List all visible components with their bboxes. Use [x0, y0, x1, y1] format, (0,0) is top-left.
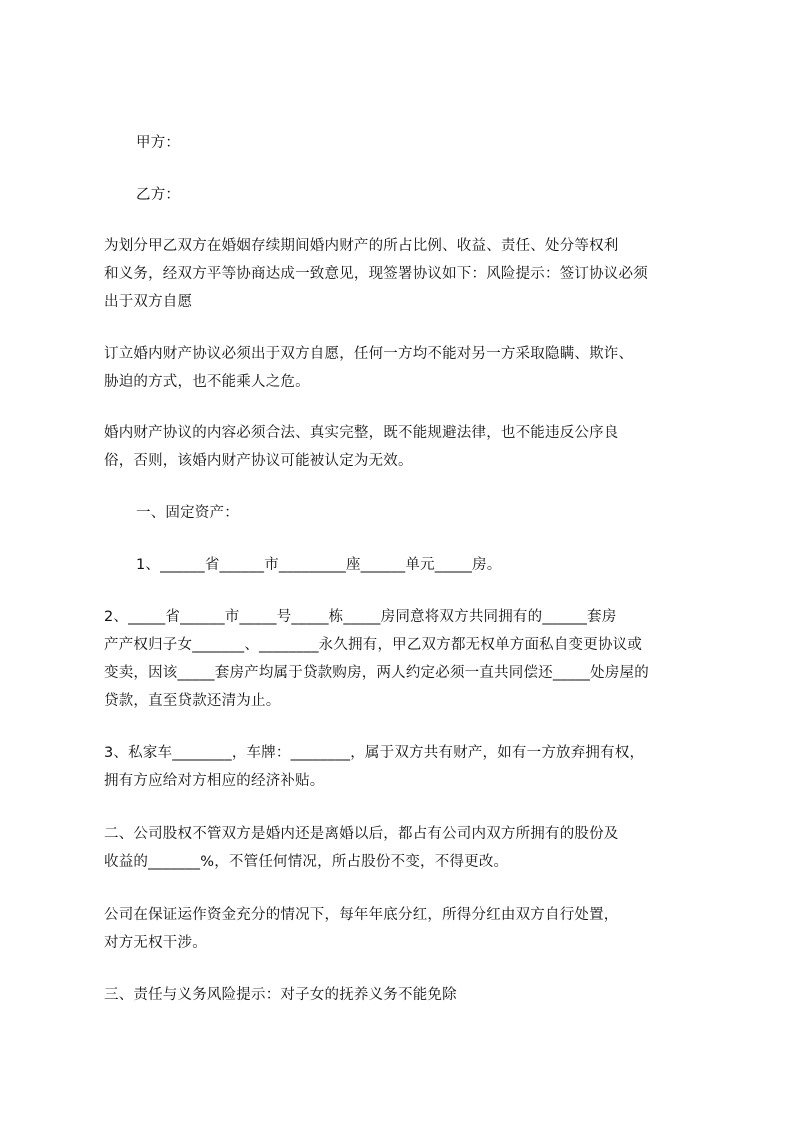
fixed-asset-item-3: 3、私家车________，车牌：________，属于双方共有财产，如有一方放弃拥有权， 拥有方应给对方相应的经济补贴。	[104, 745, 645, 789]
section-equity-paragraph: 二、公司股权不管双方是婚内还是离婚以后，都占有公司内双方所拥有的股份及 收益的_______%，不管任何情况，所占股份不变，不得更改。	[104, 826, 619, 870]
legality-paragraph: 婚内财产协议的内容必须合法、真实完整，既不能规避法律，也不能违反公序良 俗，否则，该婚内财产协议可能被认定为无效。	[104, 425, 619, 469]
party-b-label: 乙方：	[136, 187, 181, 203]
fixed-asset-item-1: 1、______省______市_________座______单元_____房。	[136, 557, 502, 573]
intro-paragraph: 为划分甲乙双方在婚姻存续期间婚内财产的所占比例、收益、责任、处分等权利 和义务，经双方平等协商达成一致意见，现签署协议如下：风险提示：签订协议必须 出于双方自愿	[104, 238, 648, 310]
fixed-asset-item-2: 2、_____省______市_____号_____栋_____房同意将双方共同拥有的______套房 产产权归子女_______、________永久拥有，甲乙双方都无权单方面私自变更协议或 变卖，因该_____套房产均属于贷款购房，两人约定必须一直共同偿还_____处房屋的 贷款，直至贷款还清为止。	[104, 609, 649, 709]
party-a-label: 甲方：	[136, 135, 181, 151]
company-dividend-paragraph: 公司在保证运作资金充分的情况下，每年年底分红，所得分红由双方自行处置， 对方无权干涉。	[104, 907, 619, 951]
voluntary-paragraph: 订立婚内财产协议必须出于双方自愿，任何一方均不能对另一方采取隐瞒、欺诈、 胁迫的方式，也不能乘人之危。	[104, 346, 634, 390]
section-responsibility-title: 三、责任与义务风险提示：对子女的抚养义务不能免除	[104, 987, 457, 1003]
section-fixed-assets-title: 一、固定资产：	[136, 505, 239, 521]
